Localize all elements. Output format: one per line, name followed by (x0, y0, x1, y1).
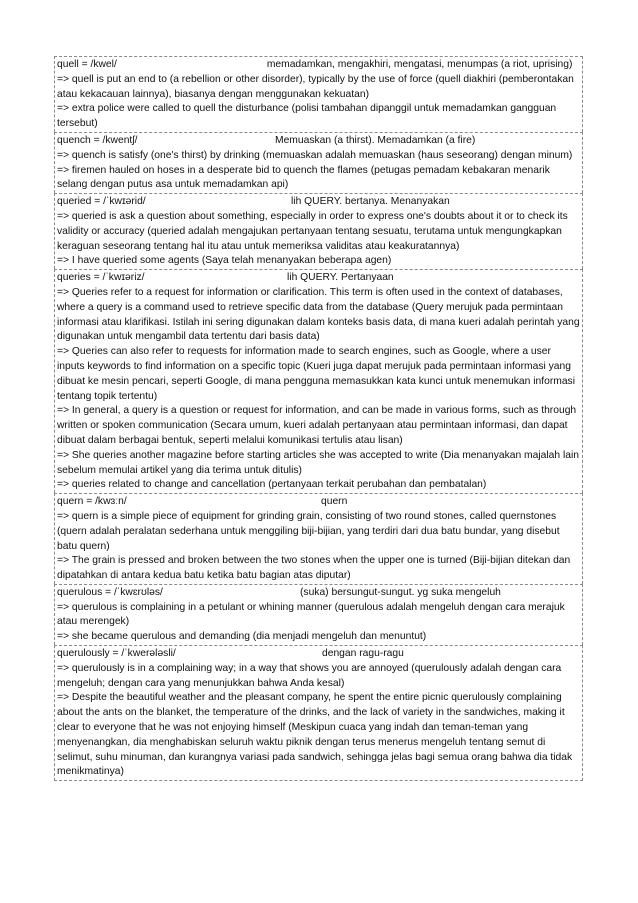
entry-querulously (54, 645, 583, 781)
entry-line: => She queries another magazine before starting articles she was accepted to write (Dia menanyakan majalah lain sebelum memulai artikel yang dia terima untuk ditulis) (57, 449, 579, 476)
entry-heading (57, 647, 580, 662)
entry-term: querulous = /ˈkwɛrʊləs/ (57, 586, 163, 598)
entry-heading (57, 134, 580, 149)
entry-line: => quench is satisfy (one's thirst) by drinking (memuaskan adalah memuaskan (haus seseorang) dengan minum) (57, 149, 573, 161)
entry-line: => querulously is in a complaining way; in a way that shows you are annoyed (querulously adalah dengan cara mengeluh; dengan cara yang menunjukkan bahwa Anda kesal) (57, 662, 562, 689)
entry-querulous (54, 584, 583, 645)
entry-term: queried = /ˈkwɪərid/ (57, 196, 146, 208)
entry-quern (54, 493, 583, 584)
entry-line: => quern is a simple piece of equipment for grinding grain, consisting of two round stones, called quernstones (quern adalah peralatan sederhana untuk menggiling biji-bijian, yang terdiri dari dua batu bundar, yang disebut batu quern) (57, 510, 560, 552)
entry-line: => extra police were called to quell the disturbance (polisi tambahan dipanggil untuk memadamkan gangguan tersebut) (57, 103, 557, 130)
entry-quench (54, 132, 583, 193)
entry-line: => Despite the beautiful weather and the pleasant company, he spent the entire picnic querulously complaining about the ants on the blanket, the temperature of the drinks, and the lack of variety in the sandwiches, making it clear to everyone that he was not enjoying himself (Meskipun cuaca yang indah dan teman-teman yang menyenangkan, dia menghabiskan seluruh waktu piknik dengan terus menerus mengeluh tentang semut di selimut, suhu minuman, dan kurangnya variasi pada sandwich, sehingga jelas bagi semua orang bahwa dia tidak menikmatinya) (57, 692, 573, 778)
entry-queried (54, 193, 583, 269)
entry-term: queries = /ˈkwɪəriz/ (57, 272, 145, 284)
entry-heading (57, 195, 580, 210)
entry-gloss: memadamkan, mengakhiri, mengatasi, menumpas (a riot, uprising) (266, 59, 573, 70)
entry-term: quern = /kwɜːn/ (57, 496, 127, 508)
entry-line: => queried is ask a question about something, especially in order to express one's doubts about it or to check its validity or accuracy (queried adalah mengajukan pertanyaan tentang sesuatu, terutama untuk mengungkapkan keraguan seseorang tentang hal itu atau untuk memeriksa validitas atau keakuratannya) (57, 210, 568, 252)
entry-gloss: lih QUERY. bertanya. Menanyakan (291, 196, 450, 208)
entry-term: quell = /kwel/ (57, 59, 117, 70)
entry-term: quench = /kwentʃ/ (57, 134, 138, 146)
entry-line: => The grain is pressed and broken between the two stones when the upper one is turned (Biji-bijian ditekan dan dipatahkan di antara kedua batu ketika batu bagian atas diputar) (57, 555, 571, 582)
entry-gloss: Memuaskan (a thirst). Memadamkan (a fire) (275, 134, 476, 146)
entry-line: => quell is put an end to (a rebellion or other disorder), typically by the use of force (quell diakhiri (pemberontakan atau kekacauan lainnya), biasanya dengan menggunakan kekuatan) (57, 73, 574, 100)
vocabulary-sheet (54, 56, 583, 781)
entry-heading (57, 58, 580, 73)
entry-gloss: (suka) bersungut-sungut. yg suka mengeluh (300, 586, 501, 598)
entry-line: => I have queried some agents (Saya telah menanyakan beberapa agen) (57, 255, 392, 267)
entry-term: querulously = /ˈkwerələsli/ (57, 648, 176, 660)
entry-line: => Queries refer to a request for information or clarification. This term is often used in the context of databases, where a query is a command used to retrieve specific data from the database (Query merujuk pada permintaan informasi atau klarifikasi. Istilah ini sering digunakan dalam konteks basis data, di mana kueri adalah perintah yang digunakan untuk mengambil data tertentu dari basis data) (57, 286, 580, 343)
entry-line: => firemen hauled on hoses in a desperate bid to quench the flames (petugas pemadam kebakaran menarik selang dengan putus asa untuk memadamkan api) (57, 164, 550, 191)
entry-line: => In general, a query is a question or request for information, and can be made in various forms, such as through written or spoken communication (Secara umum, kueri adalah pertanyaan atau permintaan informasi, dan dapat dibuat dalam berbagai bentuk, seperti melalui komunikasi tertulis atau lisan) (57, 405, 577, 446)
entry-quell (54, 56, 583, 132)
entry-line: => querulous is complaining in a petulant or whining manner (querulous adalah mengeluh dengan cara merajuk atau merengek) (57, 601, 565, 628)
entry-gloss: quern (321, 496, 348, 508)
entry-gloss: dengan ragu-ragu (322, 648, 404, 660)
entry-heading (57, 271, 580, 286)
entry-line: => queries related to change and cancellation (pertanyaan terkait perubahan dan pembatalan) (57, 479, 487, 491)
entry-heading (57, 495, 580, 510)
entry-heading (57, 586, 580, 601)
entry-gloss: lih QUERY. Pertanyaan (287, 272, 394, 284)
entry-line: => she became querulous and demanding (dia menjadi mengeluh dan menuntut) (57, 631, 427, 643)
entry-line: => Queries can also refer to requests for information made to search engines, such as Google, where a user inputs keywords to find information on a specific topic (Kueri juga dapat merujuk pada permintaan informasi yang dibuat ke mesin pencari, seperti Google, di mana pengguna memasukkan kata kunci untuk menemukan informasi tentang topik tertentu) (57, 346, 575, 402)
entry-queries (54, 269, 583, 493)
